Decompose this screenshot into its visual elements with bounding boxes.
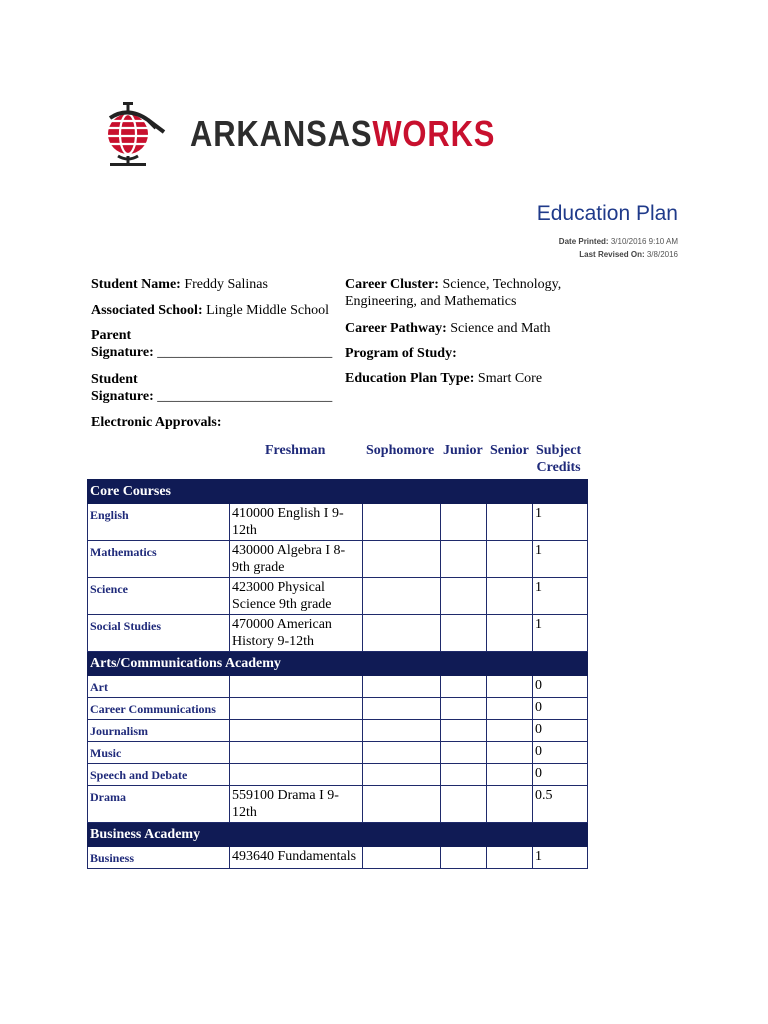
senior-cell bbox=[487, 504, 533, 541]
column-header-junior: Junior bbox=[443, 443, 483, 458]
last-revised bbox=[579, 250, 678, 259]
freshman-cell bbox=[230, 742, 363, 764]
section-header-row bbox=[88, 480, 588, 504]
logo-text-works: WORKS bbox=[372, 113, 496, 154]
junior-cell bbox=[441, 742, 487, 764]
freshman-cell: 470000 American History 9-12th bbox=[230, 615, 363, 652]
subject-cell: English bbox=[88, 504, 230, 541]
education-plan-table-body bbox=[88, 480, 588, 869]
subject-credits-cell: 0 bbox=[533, 676, 588, 698]
senior-cell bbox=[487, 764, 533, 786]
student-signature-field bbox=[91, 371, 332, 405]
senior-cell bbox=[487, 698, 533, 720]
logo-text-arkansas: ARKANSAS bbox=[190, 113, 373, 154]
student-name-value: Freddy Salinas bbox=[184, 277, 268, 292]
junior-cell bbox=[441, 676, 487, 698]
freshman-cell bbox=[230, 698, 363, 720]
career-cluster-value-line2: Engineering, and Mathematics bbox=[345, 294, 517, 309]
subject-cell: Drama bbox=[88, 786, 230, 823]
electronic-approvals-field bbox=[91, 414, 222, 431]
education-plan-type-label: Education Plan Type: bbox=[345, 371, 475, 386]
section-header-row bbox=[88, 652, 588, 676]
freshman-cell bbox=[230, 676, 363, 698]
career-pathway-field bbox=[345, 320, 551, 337]
date-printed-value: 3/10/2016 9:10 AM bbox=[610, 237, 678, 246]
subject-cell: Career Communications bbox=[88, 698, 230, 720]
freshman-cell: 493640 Fundamentals bbox=[230, 847, 363, 869]
education-plan-table bbox=[87, 479, 588, 869]
subject-credits-cell: 0 bbox=[533, 698, 588, 720]
sophomore-cell bbox=[363, 615, 441, 652]
column-header-subject-credits bbox=[536, 442, 581, 476]
section-header-row bbox=[88, 823, 588, 847]
junior-cell bbox=[441, 847, 487, 869]
senior-cell bbox=[487, 786, 533, 823]
sophomore-cell bbox=[363, 504, 441, 541]
table-row bbox=[88, 541, 588, 578]
table-row bbox=[88, 720, 588, 742]
parent-label: Parent bbox=[91, 328, 132, 343]
column-header-senior: Senior bbox=[490, 443, 529, 458]
subject-cell: Speech and Debate bbox=[88, 764, 230, 786]
subject-credits-cell: 1 bbox=[533, 615, 588, 652]
sophomore-cell bbox=[363, 578, 441, 615]
student-label: Student bbox=[91, 372, 138, 387]
parent-signature-label: Signature: bbox=[91, 345, 154, 360]
section-title: Arts/Communications Academy bbox=[88, 652, 363, 676]
freshman-cell: 430000 Algebra I 8-9th grade bbox=[230, 541, 363, 578]
senior-cell bbox=[487, 720, 533, 742]
education-plan-type-value: Smart Core bbox=[477, 371, 543, 386]
sophomore-cell bbox=[363, 676, 441, 698]
associated-school-field bbox=[91, 302, 329, 319]
table-row bbox=[88, 615, 588, 652]
parent-signature-field bbox=[91, 327, 332, 361]
student-signature-label: Signature: bbox=[91, 389, 154, 404]
student-name-label: Student Name: bbox=[91, 277, 181, 292]
freshman-cell: 410000 English I 9-12th bbox=[230, 504, 363, 541]
senior-cell bbox=[487, 578, 533, 615]
last-revised-label: Last Revised On: bbox=[579, 250, 645, 259]
junior-cell bbox=[441, 541, 487, 578]
table-row bbox=[88, 847, 588, 869]
associated-school-value: Lingle Middle School bbox=[206, 303, 330, 318]
table-row bbox=[88, 676, 588, 698]
subject-cell: Social Studies bbox=[88, 615, 230, 652]
parent-signature-line: _________________________ bbox=[157, 345, 333, 360]
student-signature-line: _________________________ bbox=[157, 389, 333, 404]
date-printed bbox=[559, 237, 678, 246]
senior-cell bbox=[487, 541, 533, 578]
page-title: Education Plan bbox=[536, 202, 678, 225]
table-row bbox=[88, 764, 588, 786]
globe-icon bbox=[104, 102, 184, 168]
table-row bbox=[88, 578, 588, 615]
subject-cell: Art bbox=[88, 676, 230, 698]
education-plan-type-field bbox=[345, 370, 542, 387]
junior-cell bbox=[441, 504, 487, 541]
career-pathway-value: Science and Math bbox=[450, 321, 551, 336]
column-header-sophomore: Sophomore bbox=[366, 443, 435, 458]
senior-cell bbox=[487, 847, 533, 869]
freshman-cell bbox=[230, 764, 363, 786]
table-row bbox=[88, 742, 588, 764]
program-of-study-field bbox=[345, 345, 457, 362]
subject-credits-cell: 0 bbox=[533, 720, 588, 742]
junior-cell bbox=[441, 615, 487, 652]
career-cluster-value-line1: Science, Technology, bbox=[442, 277, 562, 292]
subject-cell: Journalism bbox=[88, 720, 230, 742]
section-title: Business Academy bbox=[88, 823, 363, 847]
program-of-study-label: Program of Study: bbox=[345, 346, 457, 361]
subject-cell: Music bbox=[88, 742, 230, 764]
freshman-cell: 423000 Physical Science 9th grade bbox=[230, 578, 363, 615]
sophomore-cell bbox=[363, 698, 441, 720]
junior-cell bbox=[441, 720, 487, 742]
associated-school-label: Associated School: bbox=[91, 303, 203, 318]
column-header-credits-line1: Subject bbox=[536, 443, 582, 458]
subject-credits-cell: 0 bbox=[533, 764, 588, 786]
section-header-filler bbox=[363, 480, 588, 504]
subject-credits-cell: 0 bbox=[533, 742, 588, 764]
sophomore-cell bbox=[363, 541, 441, 578]
section-title: Core Courses bbox=[88, 480, 363, 504]
logo-wordmark bbox=[190, 114, 495, 154]
sophomore-cell bbox=[363, 786, 441, 823]
column-header-freshman: Freshman bbox=[265, 443, 326, 458]
sophomore-cell bbox=[363, 742, 441, 764]
freshman-cell: 559100 Drama I 9-12th bbox=[230, 786, 363, 823]
career-pathway-label: Career Pathway: bbox=[345, 321, 447, 336]
subject-credits-cell: 1 bbox=[533, 504, 588, 541]
junior-cell bbox=[441, 698, 487, 720]
column-header-credits-line2: Credits bbox=[536, 460, 581, 475]
subject-credits-cell: 0.5 bbox=[533, 786, 588, 823]
junior-cell bbox=[441, 764, 487, 786]
section-header-filler bbox=[363, 652, 588, 676]
career-cluster-field bbox=[345, 276, 561, 310]
subject-credits-cell: 1 bbox=[533, 578, 588, 615]
table-row bbox=[88, 698, 588, 720]
career-cluster-label: Career Cluster: bbox=[345, 277, 439, 292]
junior-cell bbox=[441, 786, 487, 823]
electronic-approvals-label: Electronic Approvals: bbox=[91, 415, 222, 430]
sophomore-cell bbox=[363, 720, 441, 742]
date-printed-label: Date Printed: bbox=[558, 237, 609, 246]
subject-cell: Business bbox=[88, 847, 230, 869]
subject-cell: Mathematics bbox=[88, 541, 230, 578]
freshman-cell bbox=[230, 720, 363, 742]
senior-cell bbox=[487, 742, 533, 764]
section-header-filler bbox=[363, 823, 588, 847]
junior-cell bbox=[441, 578, 487, 615]
student-name-field bbox=[91, 276, 268, 293]
table-row bbox=[88, 786, 588, 823]
senior-cell bbox=[487, 615, 533, 652]
last-revised-value: 3/8/2016 bbox=[646, 250, 678, 259]
sophomore-cell bbox=[363, 847, 441, 869]
subject-credits-cell: 1 bbox=[533, 541, 588, 578]
sophomore-cell bbox=[363, 764, 441, 786]
table-row bbox=[88, 504, 588, 541]
subject-credits-cell: 1 bbox=[533, 847, 588, 869]
subject-cell: Science bbox=[88, 578, 230, 615]
senior-cell bbox=[487, 676, 533, 698]
arkansasworks-logo bbox=[104, 102, 496, 168]
